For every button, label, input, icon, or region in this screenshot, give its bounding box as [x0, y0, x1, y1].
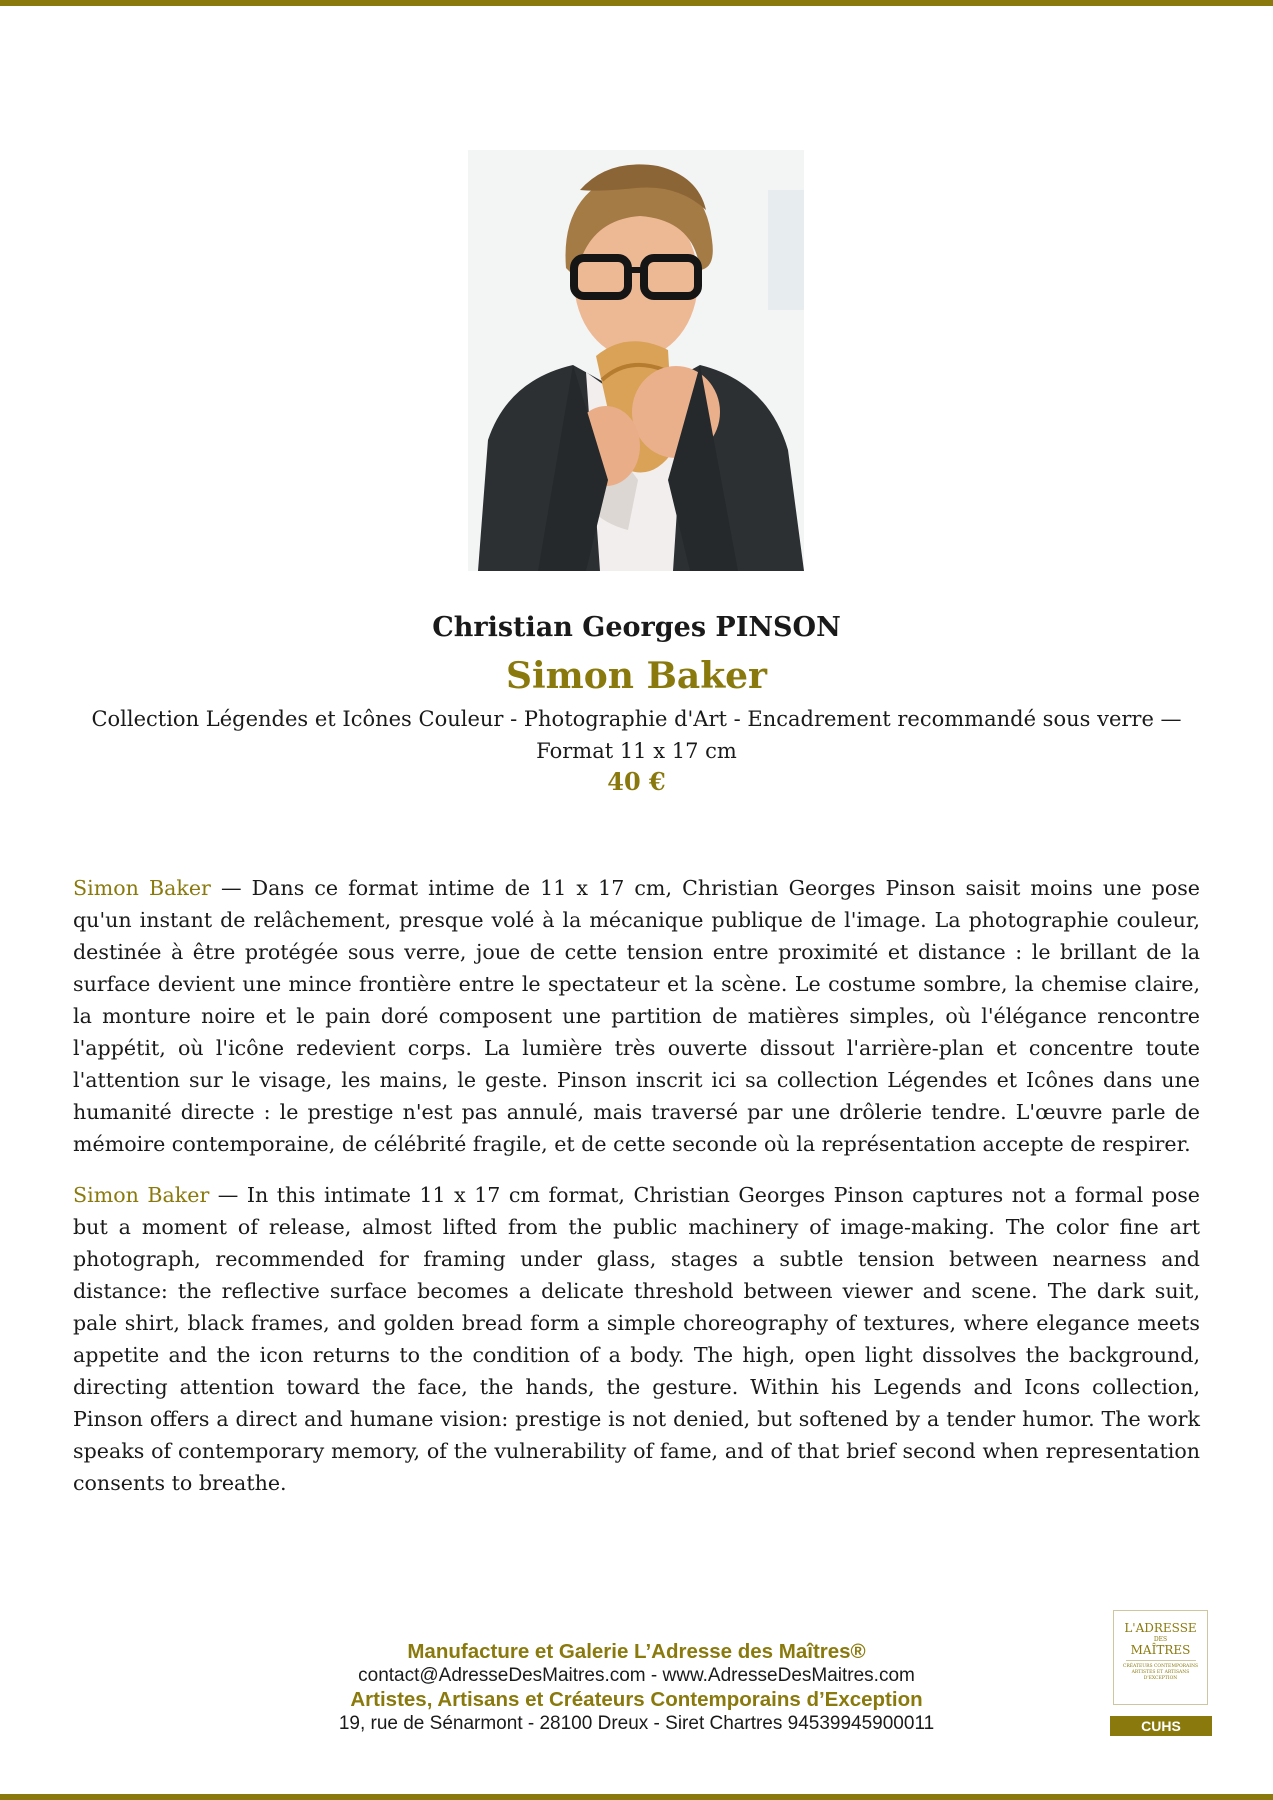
- description-french-text: — Dans ce format intime de 11 x 17 cm, Christian Georges Pinson saisit moins une pose qu'un instant de relâchement, presque volé à la mécanique publique de l'image. La photographie couleur, destinée à être protégée sous verre, joue de cette tension entre proximité et distance : le brillant de la surface devient une mince frontière entre le spectateur et la scène. Le costume sombre, la chemise claire, la monture noire et le pain doré composent une partition de matières simples, où l'élégance rencontre l'appétit, où l'icône redevient corps. La lumière très ouverte dissout l'arrière-plan et concentre toute l'attention sur le visage, les mains, le geste. Pinson inscrit ici sa collection Légendes et Icônes dans une humanité directe : le prestige n'est pas annulé, mais traversé par une drôlerie tendre. L'œuvre parle de mémoire contemporaine, de célébrité fragile, et de cette seconde où la représentation accepte de respirer.: [73, 876, 1200, 1156]
- artwork-photo: [468, 150, 804, 571]
- gallery-logo: [1113, 1610, 1208, 1705]
- logo-line-4: CRÉATEURS CONTEMPORAINS ARTISTES ET ARTISANS D'EXCEPTION: [1122, 1664, 1199, 1681]
- description-french: [73, 872, 1200, 1160]
- artwork-subtitle: Collection Légendes et Icônes Couleur - Photographie d'Art - Encadrement recommandé sous verre — Format 11 x 17 cm: [91, 707, 1182, 763]
- top-accent-bar: [0, 0, 1273, 6]
- description-french-lead: Simon Baker: [73, 876, 211, 900]
- footer-tagline: Artistes, Artisans et Créateurs Contemporains d’Exception: [350, 1688, 923, 1711]
- description-english-lead: Simon Baker: [73, 1183, 210, 1207]
- footer-address: 19, rue de Sénarmont - 28100 Dreux - Siret Chartres 94539945900011: [338, 1713, 935, 1734]
- bottom-accent-bar: [0, 1794, 1273, 1800]
- footer-gallery-name: Manufacture et Galerie L’Adresse des Maîtres®: [407, 1640, 866, 1663]
- artist-name: Christian Georges PINSON: [432, 612, 841, 643]
- artwork-title: Simon Baker: [505, 655, 768, 697]
- footer: [270, 1640, 1003, 1736]
- description-english: [73, 1179, 1200, 1499]
- logo-line-1: L'ADRESSE: [1124, 1621, 1197, 1635]
- portrait-illustration: [468, 150, 804, 571]
- artwork-price: 40 €: [607, 767, 666, 796]
- logo-line-3: MAÎTRES: [1130, 1643, 1191, 1657]
- footer-contact: contact@AdresseDesMaitres.com - www.AdresseDesMaitres.com: [358, 1665, 915, 1686]
- logo-badge: CUHS: [1110, 1716, 1212, 1736]
- description-english-text: — In this intimate 11 x 17 cm format, Christian Georges Pinson captures not a formal pose but a moment of release, almost lifted from the public machinery of image-making. The color fine art photograph, recommended for framing under glass, stages a subtle tension between nearness and distance: the reflective surface becomes a delicate threshold between viewer and scene. The dark suit, pale shirt, black frames, and golden bread form a simple choreography of textures, where elegance meets appetite and the icon returns to the condition of a body. The high, open light dissolves the background, directing attention toward the face, the hands, the gesture. Within his Legends and Icons collection, Pinson offers a direct and humane vision: prestige is not denied, but softened by a tender humor. The work speaks of contemporary memory, of the vulnerability of fame, and of that brief second when representation consents to breathe.: [73, 1183, 1200, 1495]
- logo-line-2: DES: [1153, 1636, 1168, 1643]
- logo-divider: [1126, 1660, 1196, 1661]
